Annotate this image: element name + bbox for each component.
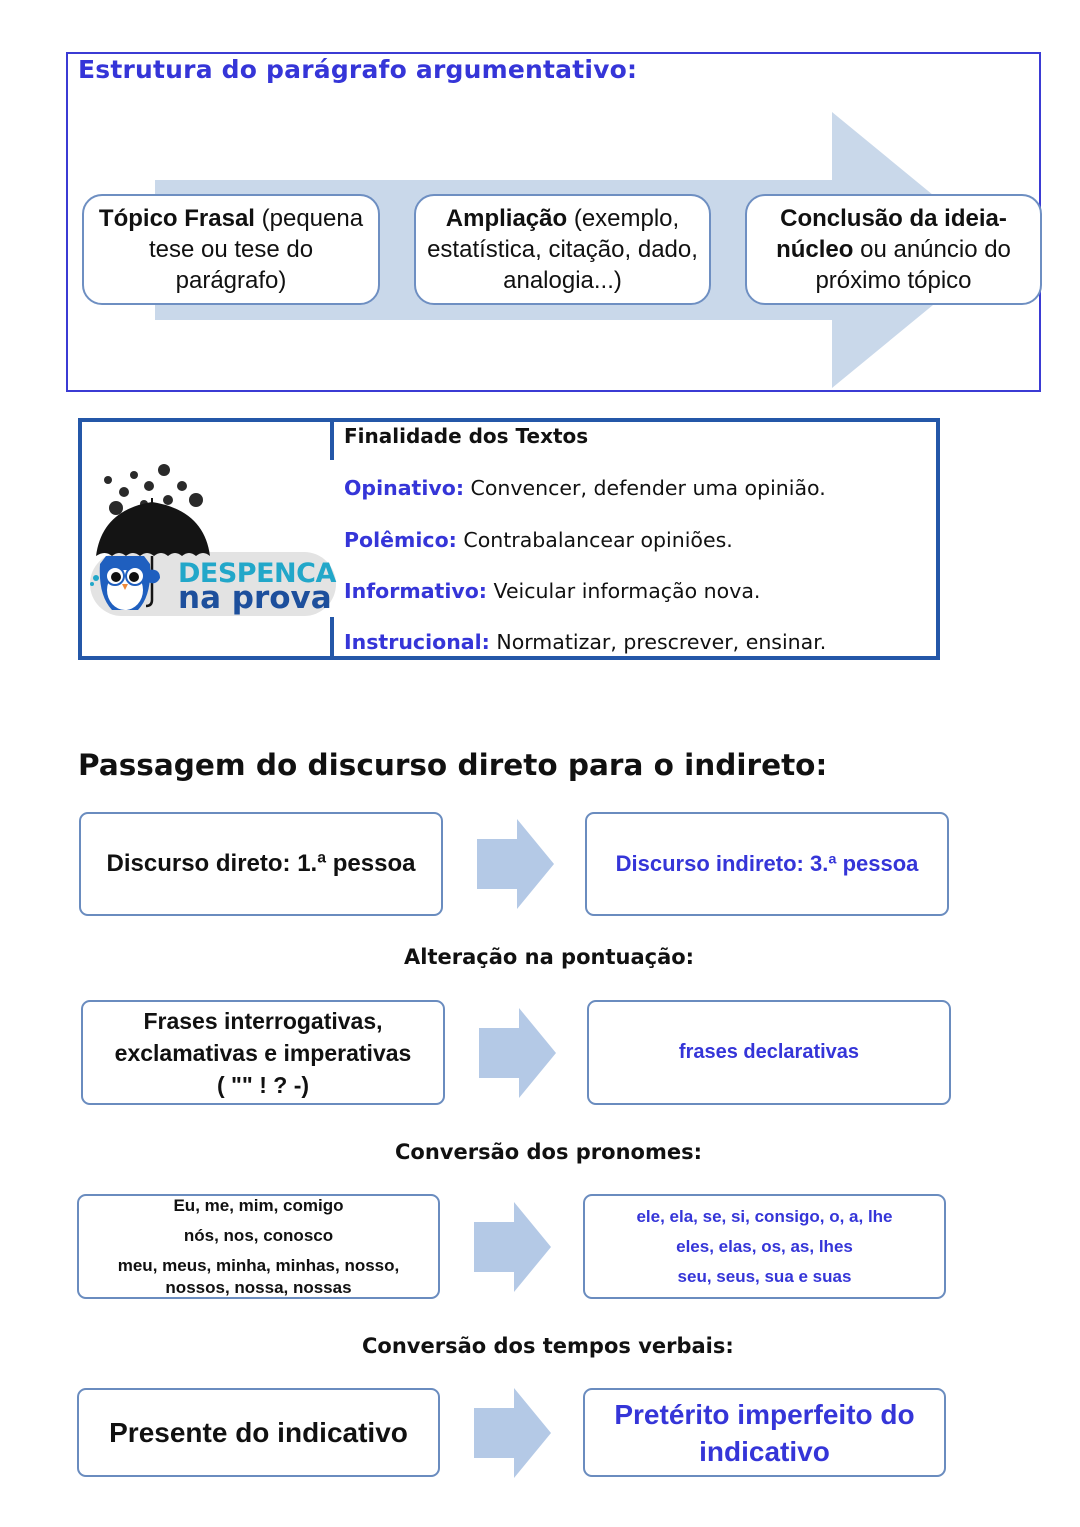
finalidade-row: [344, 579, 760, 603]
box-line: exclamativas e imperativas: [114, 1039, 412, 1066]
row-text: Veicular informação nova.: [487, 579, 761, 603]
finalidade-row: [344, 630, 826, 654]
row-label: Polêmico:: [344, 528, 457, 552]
direct-speech-box: [79, 812, 443, 916]
box-line: ele, ela, se, si, consigo, o, a, lhe: [636, 1206, 893, 1226]
right-arrow-icon: [477, 819, 555, 909]
row-label: Opinativo:: [344, 476, 465, 500]
pronouns-right-box: [583, 1194, 946, 1299]
step-topico-frasal: [82, 194, 380, 305]
step-text: (pequena tese ou tese do parágrafo): [148, 205, 364, 294]
punctuation-left-box: [81, 1000, 445, 1105]
box-line: nós, nos, conosco: [183, 1225, 334, 1245]
box-line: seu, seus, sua e suas: [677, 1266, 852, 1286]
step-bold: Conclusão da ideia-núcleo: [776, 205, 1007, 263]
box-line: meu, meus, minha, minhas, nosso,: [117, 1255, 400, 1275]
right-arrow-icon: [474, 1202, 552, 1292]
box-line: frases declarativas: [678, 1041, 860, 1063]
step-text: ou anúncio do próximo tópico: [815, 236, 1011, 294]
punctuation-right-box: [587, 1000, 951, 1105]
box-line: Discurso direto: 1.ª pessoa: [106, 850, 416, 877]
box-line: Presente do indicativo: [109, 1416, 408, 1448]
step-bold: Tópico Frasal: [98, 205, 255, 232]
step-conclusao: [745, 194, 1042, 305]
box-line: Pretérito imperfeito do: [614, 1398, 915, 1430]
step-bold: Ampliação: [445, 205, 568, 232]
row-text: Normatizar, prescrever, ensinar.: [489, 630, 827, 654]
subtitle-tempos-verbais: Conversão dos tempos verbais:: [362, 1334, 734, 1358]
box-line: nossos, nossa, nossas: [165, 1277, 352, 1297]
divider: [330, 420, 334, 460]
despenca-logo: [86, 460, 336, 625]
box-line: Discurso indireto: 3.ª pessoa: [615, 851, 919, 876]
logo-line1: DESPENCA: [178, 558, 336, 589]
box-line: indicativo: [699, 1435, 830, 1467]
logo-line2: na prova: [178, 580, 332, 616]
subtitle-pontuacao: Alteração na pontuação:: [404, 945, 695, 969]
tense-right-box: [583, 1388, 946, 1477]
pronouns-left-box: [77, 1194, 440, 1299]
tense-left-box: [77, 1388, 440, 1477]
passagem-title: Passagem do discurso direto para o indireto:: [78, 748, 828, 782]
box-line: Frases interrogativas,: [143, 1007, 383, 1034]
box-line: eles, elas, os, as, lhes: [676, 1236, 853, 1256]
subtitle-pronomes: Conversão dos pronomes:: [395, 1140, 702, 1164]
right-arrow-icon: [474, 1388, 552, 1478]
estrutura-title: Estrutura do parágrafo argumentativo:: [78, 55, 638, 84]
indirect-speech-box: [585, 812, 949, 916]
row-text: Contrabalancear opiniões.: [456, 528, 733, 552]
step-text: (exemplo, estatística, citação, dado, analogia...): [427, 205, 698, 294]
box-line: Eu, me, mim, comigo: [173, 1195, 344, 1215]
finalidade-heading: Finalidade dos Textos: [344, 424, 589, 448]
row-text: Convencer, defender uma opinião.: [464, 476, 826, 500]
row-label: Instrucional:: [344, 630, 490, 654]
right-arrow-icon: [479, 1008, 557, 1098]
step-ampliacao: [414, 194, 711, 305]
row-label: Informativo:: [344, 579, 487, 603]
finalidade-row: [344, 476, 826, 500]
finalidade-row: [344, 528, 733, 552]
box-line: ( "" ! ? -): [216, 1071, 310, 1098]
